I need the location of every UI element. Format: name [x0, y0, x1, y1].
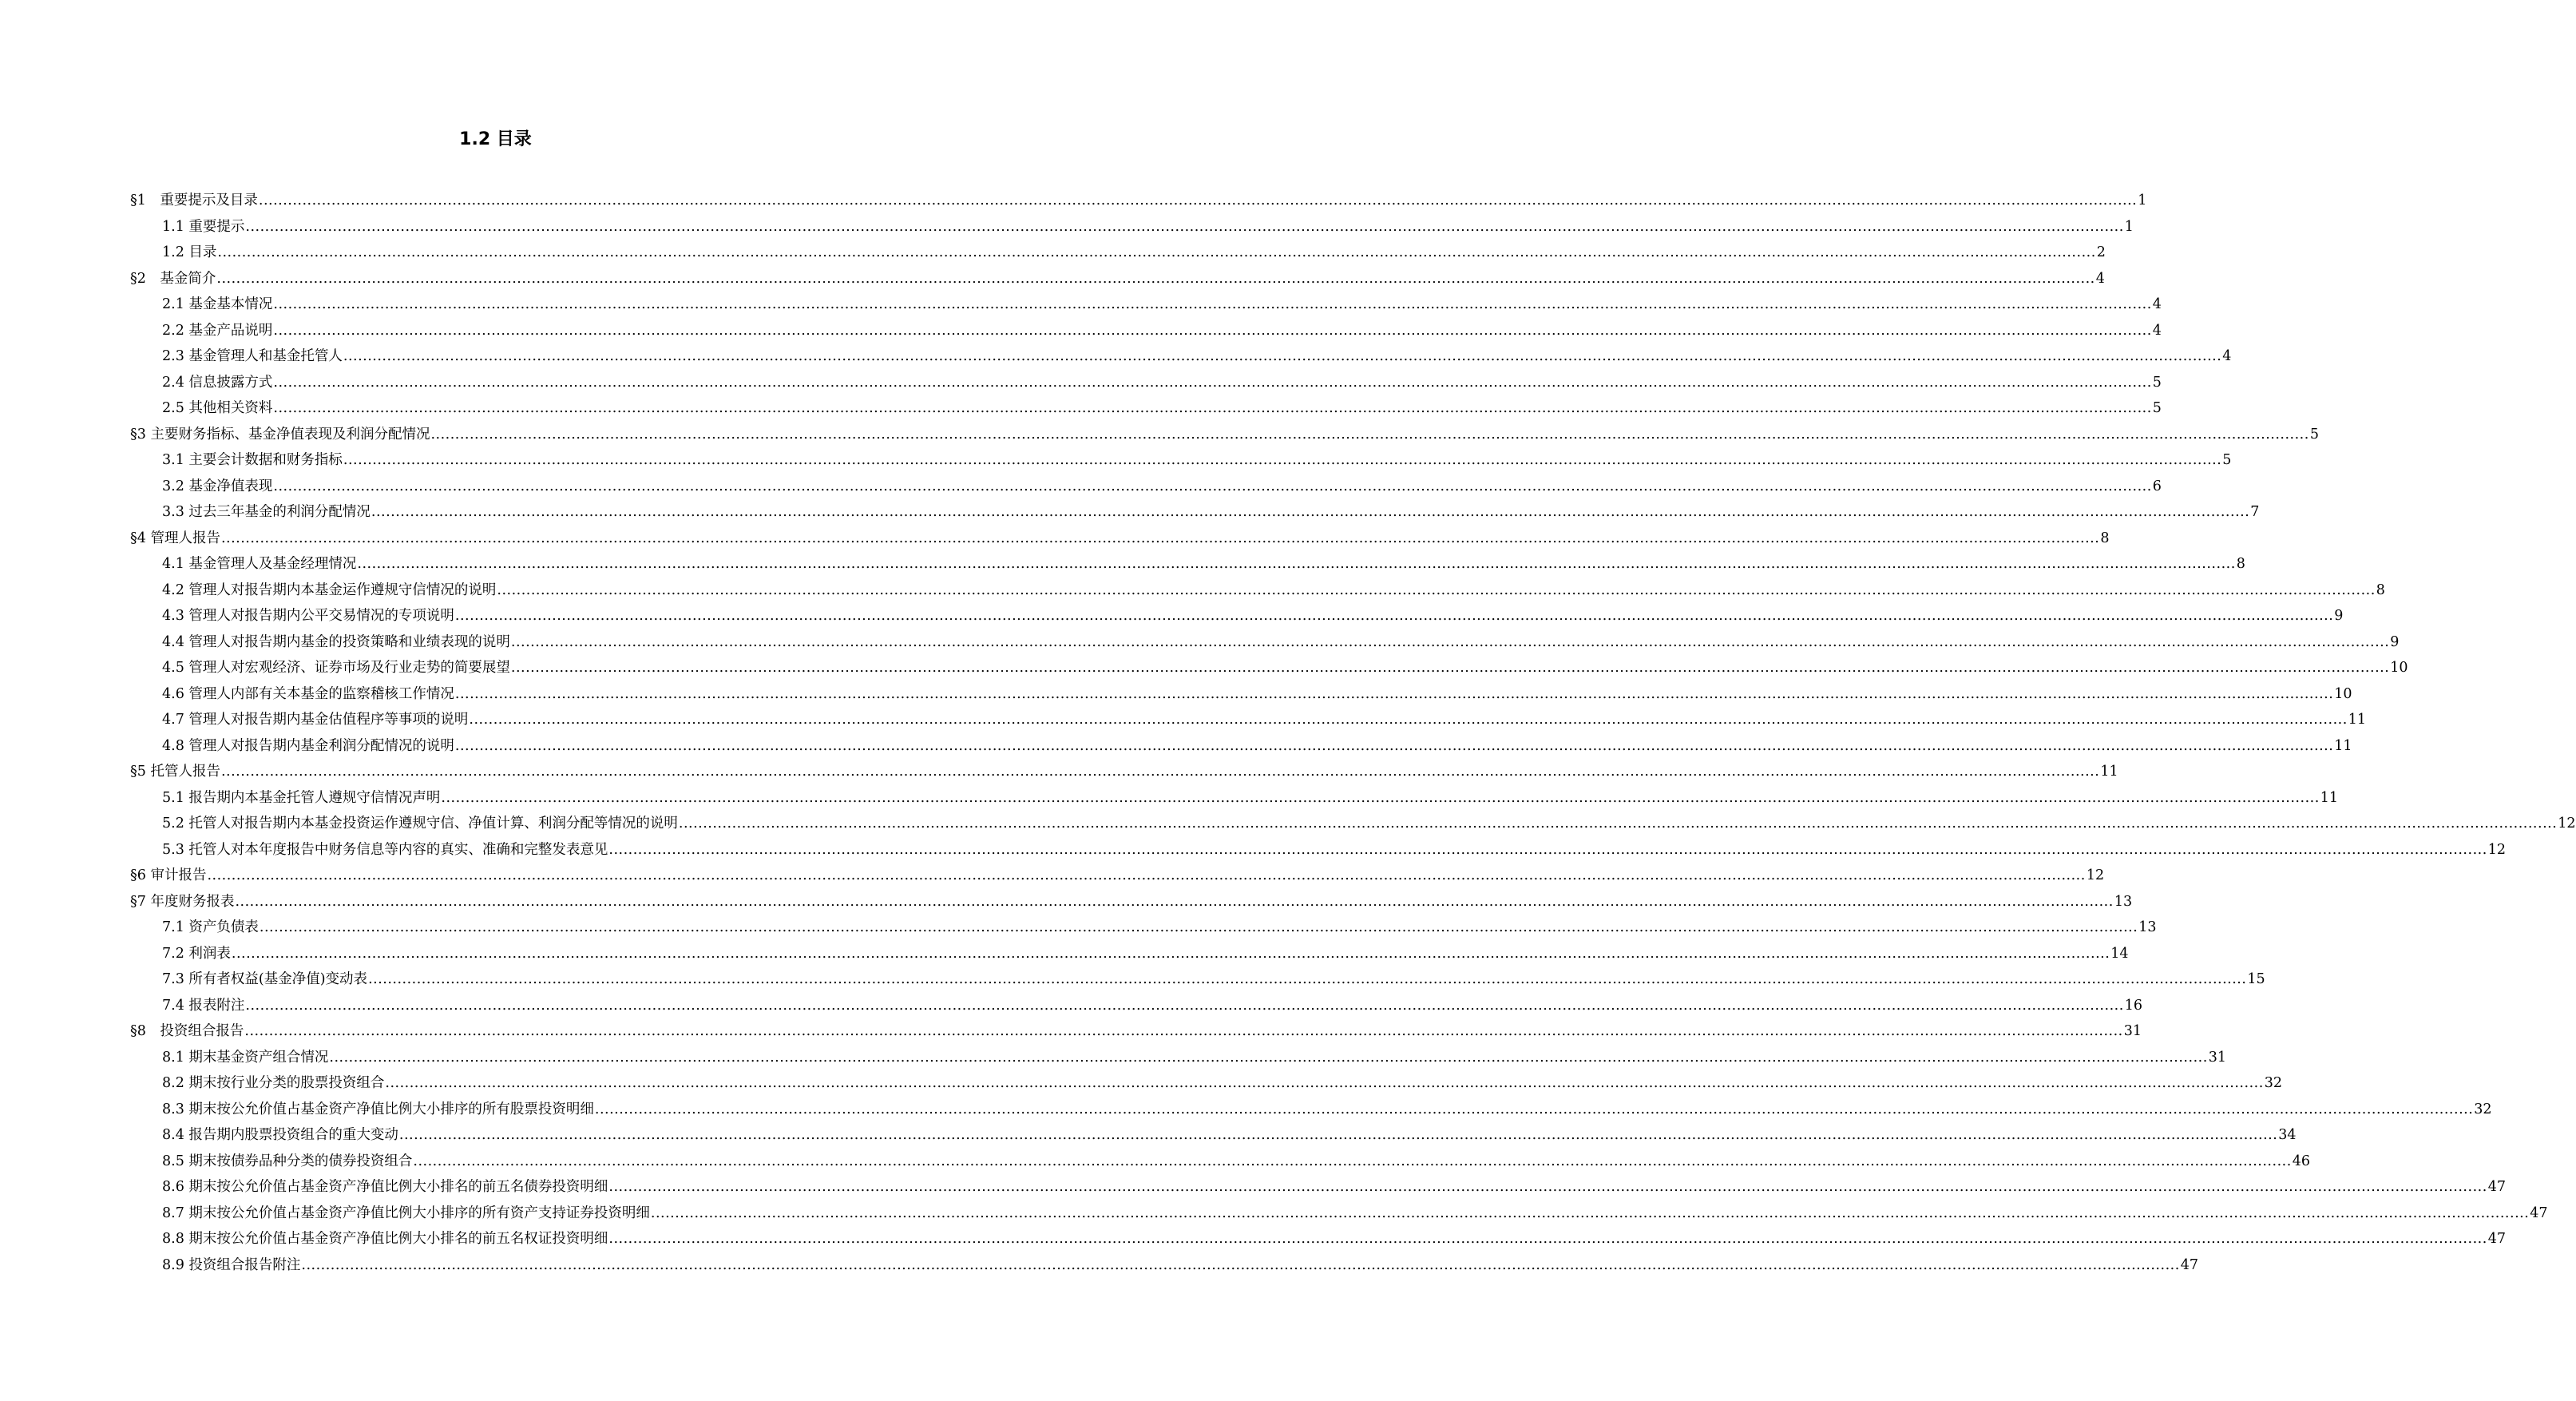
toc-dot-leader: .................................................................................................................................................................................................................................................................................................................................................................................................... [413, 1153, 2292, 1169]
toc-section-entry[interactable] [130, 422, 2319, 448]
toc-page-number: 11 [2334, 737, 2352, 754]
toc-page-number: 8 [2236, 556, 2245, 572]
toc-section-entry[interactable] [130, 1018, 2142, 1045]
toc-entry-label: 4.1 基金管理人及基金经理情况 [162, 556, 357, 572]
toc-dot-leader: .................................................................................................................................................................................................................................................................................................................................................................................................... [329, 1049, 2208, 1066]
toc-subsection-entry[interactable] [130, 1252, 2199, 1279]
toc-entry-label: §1 重要提示及目录 [130, 192, 258, 208]
toc-subsection-entry[interactable] [130, 603, 2344, 629]
toc-subsection-entry[interactable] [130, 1097, 2492, 1123]
toc-page-number: 5 [2152, 400, 2162, 416]
toc-dot-leader: .................................................................................................................................................................................................................................................................................................................................................................................................... [273, 478, 2152, 494]
toc-page-number: 47 [2530, 1205, 2548, 1221]
toc-dot-leader: .................................................................................................................................................................................................................................................................................................................................................................................................... [273, 374, 2152, 391]
toc-entry-label: 8.1 期末基金资产组合情况 [162, 1049, 329, 1066]
toc-entry-label: 8.8 期末按公允价值占基金资产净值比例大小排名的前五名权证投资明细 [162, 1231, 608, 1247]
toc-entry-label: 8.4 报告期内股票投资组合的重大变动 [162, 1127, 398, 1143]
toc-dot-leader: .................................................................................................................................................................................................................................................................................................................................................................................................... [510, 633, 2390, 650]
toc-dot-leader: .................................................................................................................................................................................................................................................................................................................................................................................................... [371, 504, 2250, 520]
toc-dot-leader: .................................................................................................................................................................................................................................................................................................................................................................................................... [608, 1231, 2487, 1247]
toc-dot-leader: .................................................................................................................................................................................................................................................................................................................................................................................................... [273, 322, 2152, 339]
toc-dot-leader: .................................................................................................................................................................................................................................................................................................................................................................................................... [273, 296, 2152, 312]
toc-entry-label: 1.1 重要提示 [162, 218, 245, 235]
toc-page-number: 4 [2152, 296, 2162, 312]
toc-entry-label: 7.4 报表附注 [162, 997, 245, 1014]
toc-dot-leader: .................................................................................................................................................................................................................................................................................................................................................................................................... [343, 348, 2222, 364]
toc-entry-label: 4.6 管理人内部有关本基金的监察稽核工作情况 [162, 685, 454, 702]
toc-entry-label: 1.2 目录 [162, 244, 217, 260]
toc-section-entry[interactable] [130, 526, 2110, 552]
toc-page-number: 9 [2390, 633, 2400, 650]
toc-entry-label: 2.1 基金基本情况 [162, 296, 273, 312]
toc-entry-label: 2.5 其他相关资料 [162, 400, 273, 416]
toc-page-number: 4 [2152, 322, 2162, 339]
toc-subsection-entry[interactable] [130, 292, 2162, 318]
toc-subsection-entry[interactable] [130, 785, 2339, 812]
toc-page-number: 14 [2110, 945, 2129, 962]
toc-dot-leader: .................................................................................................................................................................................................................................................................................................................................................................................................... [273, 400, 2152, 416]
toc-page-number: 4 [2095, 270, 2105, 287]
toc-entry-label: §5 托管人报告 [130, 764, 220, 780]
toc-dot-leader: .................................................................................................................................................................................................................................................................................................................................................................................................... [454, 608, 2334, 624]
table-of-contents [130, 188, 2576, 1278]
toc-page-number: 16 [2124, 997, 2143, 1014]
toc-page-number: 13 [2114, 893, 2133, 910]
toc-dot-leader: .................................................................................................................................................................................................................................................................................................................................................................................................... [220, 530, 2100, 546]
toc-page-number: 34 [2278, 1127, 2297, 1143]
toc-subsection-entry[interactable] [130, 240, 2106, 266]
toc-subsection-entry[interactable] [130, 707, 2367, 733]
toc-subsection-entry[interactable] [130, 811, 2576, 837]
toc-subsection-entry[interactable] [130, 941, 2129, 967]
toc-entry-label: 5.2 托管人对报告期内本基金投资运作遵规守信、净值计算、利润分配等情况的说明 [162, 816, 678, 831]
toc-entry-label: 7.2 利润表 [162, 945, 231, 962]
toc-subsection-entry[interactable] [130, 395, 2162, 422]
toc-entry-label: §8 投资组合报告 [130, 1023, 244, 1039]
toc-subsection-entry[interactable] [130, 343, 2232, 370]
toc-dot-leader: .................................................................................................................................................................................................................................................................................................................................................................................................... [608, 841, 2487, 858]
toc-subsection-entry[interactable] [130, 370, 2162, 396]
toc-entry-label: 7.1 资产负债表 [162, 919, 259, 935]
toc-dot-leader: .................................................................................................................................................................................................................................................................................................................................................................................................... [217, 244, 2096, 260]
toc-page-number: 10 [2390, 660, 2408, 676]
toc-entry-label: 5.3 托管人对本年度报告中财务信息等内容的真实、准确和完整发表意见 [162, 841, 608, 858]
toc-page-number: 32 [2264, 1075, 2283, 1091]
toc-page-number: 1 [2124, 218, 2134, 235]
toc-page-number: 31 [2123, 1023, 2142, 1039]
toc-subsection-entry[interactable] [130, 1226, 2507, 1252]
toc-dot-leader: .................................................................................................................................................................................................................................................................................................................................................................................................... [398, 1127, 2278, 1143]
toc-entry-label: 4.7 管理人对报告期内基金估值程序等事项的说明 [162, 712, 469, 728]
toc-dot-leader: .................................................................................................................................................................................................................................................................................................................................................................................................... [343, 452, 2222, 468]
toc-page-number: 15 [2247, 971, 2265, 987]
toc-page-number: 12 [2487, 841, 2507, 858]
toc-entry-label: 8.9 投资组合报告附注 [162, 1256, 301, 1273]
toc-entry-label: 8.2 期末按行业分类的股票投资组合 [162, 1075, 385, 1091]
toc-dot-leader: .................................................................................................................................................................................................................................................................................................................................................................................................... [510, 660, 2390, 676]
toc-page-number: 6 [2152, 478, 2162, 494]
toc-page-number: 8 [2100, 530, 2110, 546]
toc-dot-leader: .................................................................................................................................................................................................................................................................................................................................................................................................... [235, 893, 2114, 910]
toc-page-number: 9 [2334, 608, 2344, 624]
toc-page-number: 11 [2320, 789, 2339, 806]
toc-page-number: 32 [2474, 1101, 2492, 1117]
toc-dot-leader: .................................................................................................................................................................................................................................................................................................................................................................................................... [245, 218, 2124, 235]
toc-subsection-entry[interactable] [130, 1174, 2507, 1201]
toc-entry-label: 4.3 管理人对报告期内公平交易情况的专项说明 [162, 608, 454, 624]
toc-dot-leader: .................................................................................................................................................................................................................................................................................................................................................................................................... [497, 581, 2376, 598]
toc-dot-leader: .................................................................................................................................................................................................................................................................................................................................................................................................... [678, 816, 2558, 831]
toc-page-number: 12 [2086, 867, 2105, 883]
toc-subsection-entry[interactable] [130, 1149, 2311, 1175]
toc-dot-leader: .................................................................................................................................................................................................................................................................................................................................................................................................... [430, 426, 2309, 443]
toc-subsection-entry[interactable] [130, 655, 2408, 681]
toc-entry-label: §2 基金简介 [130, 270, 216, 287]
toc-dot-leader: .................................................................................................................................................................................................................................................................................................................................................................................................... [301, 1256, 2180, 1273]
toc-entry-label: 3.3 过去三年基金的利润分配情况 [162, 504, 371, 520]
toc-page-number: 2 [2096, 244, 2106, 260]
toc-entry-label: 2.4 信息披露方式 [162, 374, 273, 391]
toc-dot-leader: .................................................................................................................................................................................................................................................................................................................................................................................................... [259, 919, 2138, 935]
toc-dot-leader: .................................................................................................................................................................................................................................................................................................................................................................................................... [594, 1101, 2474, 1117]
toc-page-number: 5 [2309, 426, 2319, 443]
toc-subsection-entry[interactable] [130, 915, 2157, 941]
toc-page-number: 46 [2292, 1153, 2311, 1169]
toc-section-entry[interactable] [130, 759, 2118, 785]
toc-section-entry[interactable] [130, 863, 2105, 889]
toc-subsection-entry[interactable] [130, 1045, 2227, 1071]
toc-page-number: 5 [2152, 374, 2162, 391]
toc-entry-label: 8.5 期末按债券品种分类的债券投资组合 [162, 1153, 413, 1169]
toc-dot-leader: .................................................................................................................................................................................................................................................................................................................................................................................................... [207, 867, 2086, 883]
toc-page-number: 10 [2334, 685, 2352, 702]
toc-section-entry[interactable] [130, 266, 2105, 292]
toc-dot-leader: .................................................................................................................................................................................................................................................................................................................................................................................................... [608, 1179, 2487, 1195]
toc-subsection-entry[interactable] [130, 966, 2265, 993]
toc-dot-leader: .................................................................................................................................................................................................................................................................................................................................................................................................... [245, 997, 2124, 1014]
toc-entry-label: 4.8 管理人对报告期内基金利润分配情况的说明 [162, 737, 454, 754]
toc-subsection-entry[interactable] [130, 499, 2260, 526]
toc-dot-leader: .................................................................................................................................................................................................................................................................................................................................................................................................... [258, 192, 2138, 208]
toc-subsection-entry[interactable] [130, 577, 2385, 604]
toc-entry-label: §3 主要财务指标、基金净值表现及利润分配情况 [130, 426, 430, 443]
toc-entry-label: 5.1 报告期内本基金托管人遵规守信情况声明 [162, 789, 441, 806]
toc-entry-label: 7.3 所有者权益(基金净值)变动表 [162, 971, 368, 987]
toc-entry-label: 8.6 期末按公允价值占基金资产净值比例大小排名的前五名债券投资明细 [162, 1179, 608, 1195]
toc-page-number: 8 [2376, 581, 2385, 598]
toc-section-entry[interactable] [130, 889, 2133, 915]
toc-subsection-entry[interactable] [130, 1201, 2548, 1227]
toc-dot-leader: .................................................................................................................................................................................................................................................................................................................................................................................................... [385, 1075, 2264, 1091]
toc-dot-leader: .................................................................................................................................................................................................................................................................................................................................................................................................... [357, 556, 2236, 572]
toc-page-number: 11 [2348, 712, 2367, 728]
toc-page-number: 47 [2487, 1179, 2507, 1195]
toc-entry-label: 8.7 期末按公允价值占基金资产净值比例大小排序的所有资产支持证券投资明细 [162, 1205, 650, 1221]
toc-section-entry[interactable] [130, 188, 2147, 214]
toc-subsection-entry[interactable] [130, 447, 2232, 474]
toc-subsection-entry[interactable] [130, 629, 2400, 656]
page-title: 1.2 目录 [459, 129, 532, 149]
toc-page-number: 11 [2100, 764, 2118, 780]
toc-entry-label: §7 年度财务报表 [130, 893, 235, 910]
toc-subsection-entry[interactable] [130, 733, 2352, 760]
toc-entry-label: 4.2 管理人对报告期内本基金运作遵规守信情况的说明 [162, 581, 497, 598]
toc-page-number: 5 [2222, 452, 2232, 468]
toc-dot-leader: .................................................................................................................................................................................................................................................................................................................................................................................................... [454, 685, 2334, 702]
toc-page-number: 47 [2180, 1256, 2199, 1273]
toc-page-number: 31 [2208, 1049, 2227, 1066]
toc-entry-label: 8.3 期末按公允价值占基金资产净值比例大小排序的所有股票投资明细 [162, 1101, 594, 1117]
toc-entry-label: 3.2 基金净值表现 [162, 478, 273, 494]
toc-page-number: 13 [2138, 919, 2157, 935]
toc-subsection-entry[interactable] [130, 681, 2352, 708]
toc-page-number: 7 [2250, 504, 2260, 520]
toc-dot-leader: .................................................................................................................................................................................................................................................................................................................................................................................................... [368, 971, 2247, 987]
toc-entry-label: §4 管理人报告 [130, 530, 220, 546]
toc-dot-leader: .................................................................................................................................................................................................................................................................................................................................................................................................... [220, 764, 2100, 780]
toc-entry-label: 2.2 基金产品说明 [162, 322, 273, 339]
toc-dot-leader: .................................................................................................................................................................................................................................................................................................................................................................................................... [244, 1023, 2123, 1039]
toc-subsection-entry[interactable] [130, 837, 2507, 863]
toc-page-number: 12 [2558, 816, 2576, 831]
toc-subsection-entry[interactable] [130, 1122, 2297, 1149]
toc-dot-leader: .................................................................................................................................................................................................................................................................................................................................................................................................... [231, 945, 2110, 962]
toc-page-number: 4 [2222, 348, 2232, 364]
toc-subsection-entry[interactable] [130, 1070, 2283, 1097]
toc-page-number: 47 [2487, 1231, 2507, 1247]
toc-subsection-entry[interactable] [130, 551, 2245, 577]
toc-subsection-entry[interactable] [130, 214, 2134, 240]
toc-subsection-entry[interactable] [130, 318, 2162, 344]
toc-page-number: 1 [2138, 192, 2147, 208]
toc-subsection-entry[interactable] [130, 474, 2162, 500]
toc-entry-label: 4.4 管理人对报告期内基金的投资策略和业绩表现的说明 [162, 633, 510, 650]
toc-dot-leader: .................................................................................................................................................................................................................................................................................................................................................................................................... [469, 712, 2348, 728]
toc-entry-label: 4.5 管理人对宏观经济、证券市场及行业走势的简要展望 [162, 660, 510, 676]
toc-subsection-entry[interactable] [130, 993, 2143, 1019]
toc-entry-label: 3.1 主要会计数据和财务指标 [162, 452, 343, 468]
toc-entry-label: 2.3 基金管理人和基金托管人 [162, 348, 343, 364]
toc-dot-leader: .................................................................................................................................................................................................................................................................................................................................................................................................... [441, 789, 2320, 806]
toc-dot-leader: .................................................................................................................................................................................................................................................................................................................................................................................................... [216, 270, 2095, 287]
toc-dot-leader: .................................................................................................................................................................................................................................................................................................................................................................................................... [650, 1205, 2530, 1221]
toc-dot-leader: .................................................................................................................................................................................................................................................................................................................................................................................................... [454, 737, 2334, 754]
toc-entry-label: §6 审计报告 [130, 867, 207, 883]
